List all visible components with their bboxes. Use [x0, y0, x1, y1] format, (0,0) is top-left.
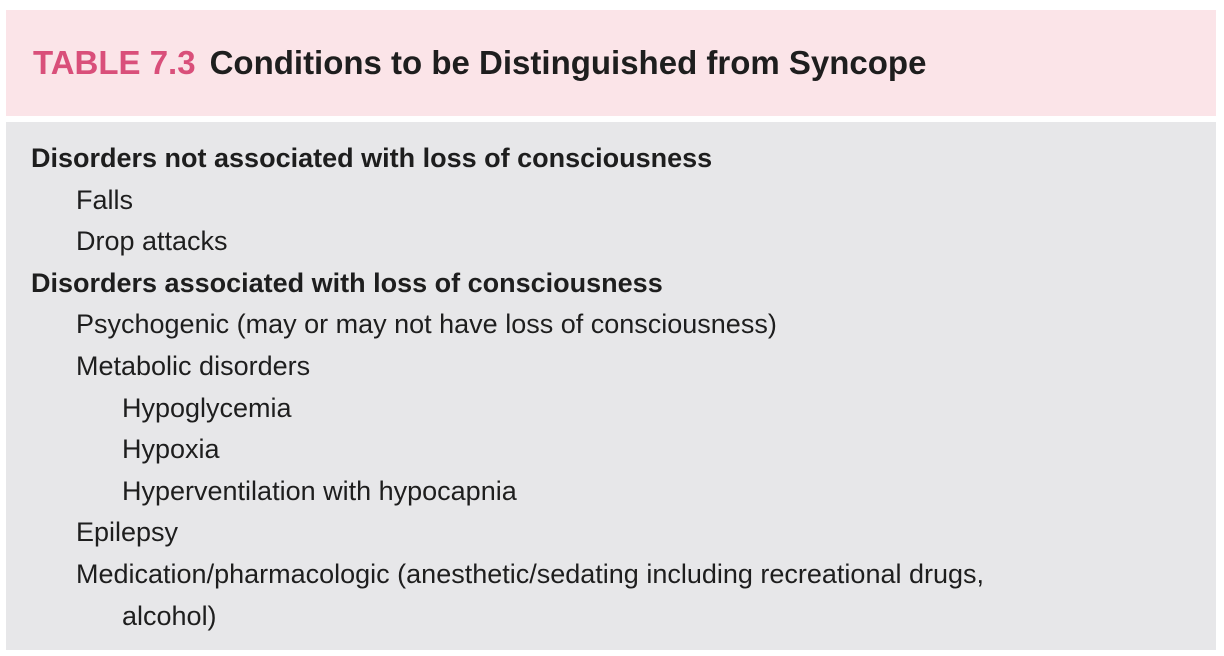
condition-item: Psychogenic (may or may not have loss of consciousness): [76, 309, 777, 340]
condition-item: Falls: [76, 184, 134, 215]
condition-item: Epilepsy: [76, 517, 179, 548]
condition-item: Medication/pharmacologic (anesthetic/sedating including recreational drugs,: [76, 558, 985, 589]
table-title-text: Conditions to be Distinguished from Syncope: [209, 44, 927, 81]
table-header: [6, 10, 1216, 116]
sub-condition-item: Hyperventilation with hypocapnia: [122, 475, 517, 506]
condition-item-continuation: alcohol): [122, 600, 217, 631]
condition-item: Metabolic disorders: [76, 350, 311, 381]
condition-item: Drop attacks: [76, 226, 228, 257]
sub-condition-item: Hypoxia: [122, 434, 220, 465]
table-title: [33, 44, 926, 82]
category-row: Disorders not associated with loss of consciousness: [31, 143, 713, 173]
category-row: Disorders associated with loss of consciousness: [31, 267, 663, 298]
condition-list: [6, 138, 984, 637]
sub-condition-item: Hypoglycemia: [122, 392, 292, 423]
table-label: TABLE 7.3: [33, 44, 196, 81]
table-body: [6, 122, 1216, 650]
